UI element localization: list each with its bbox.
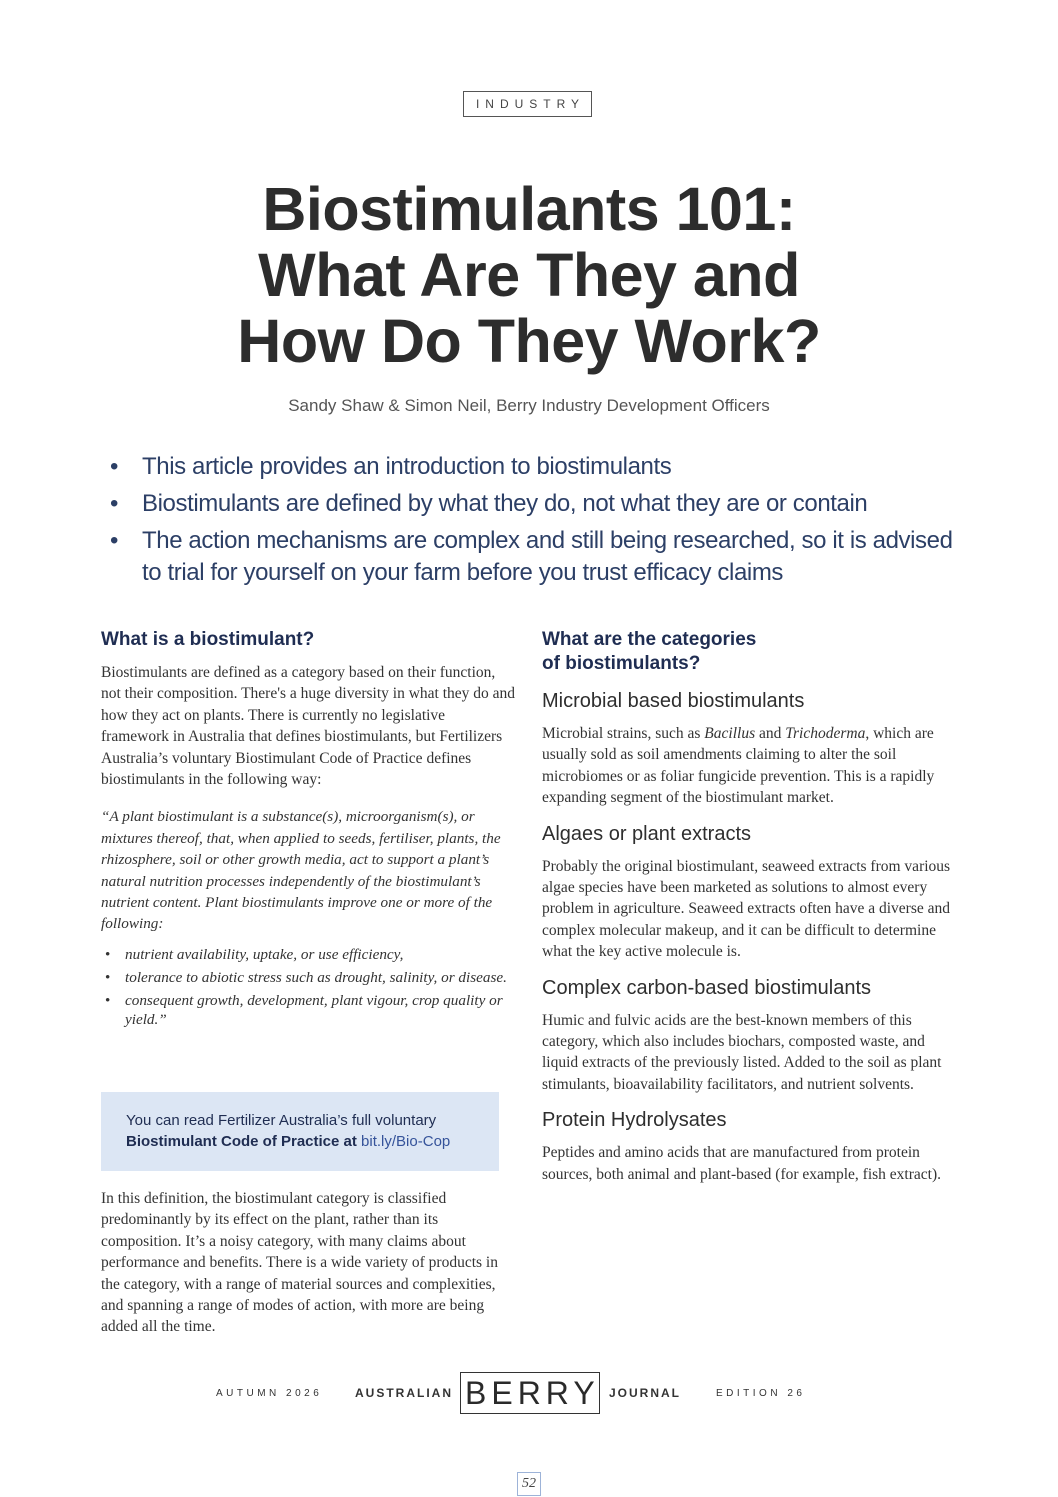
journal-logo-berry: BERRY bbox=[465, 1375, 600, 1411]
title-line-3: How Do They Work? bbox=[237, 307, 821, 375]
quote-list-item: • tolerance to abiotic stress such as drought, salinity, or disease. bbox=[105, 968, 507, 986]
bullet-icon: • bbox=[105, 991, 111, 1009]
right-heading: What are the categories of biostimulants? bbox=[542, 629, 757, 674]
highlights-list bbox=[106, 451, 976, 594]
byline: Sandy Shaw & Simon Neil, Berry Industry Development Officers bbox=[288, 396, 770, 415]
highlight-item: • Biostimulants are defined by what they do, not what they are or contain bbox=[106, 488, 976, 520]
left-closing-paragraph: In this definition, the biostimulant category is classified predominantly by its effect on the plant, rather than its composition. It’s a noisy category, with many claims about performance and benefits. There is a wide variety of products in the category, with a range of material sources and complexities, and spanning a range of modes of action, with more are being added all the time. bbox=[101, 1190, 498, 1336]
category-title-protein: Protein Hydrolysates bbox=[542, 1109, 727, 1132]
bullet-icon: • bbox=[110, 453, 119, 480]
quote-list-item: • consequent growth, development, plant vigour, crop quality or yield.” bbox=[105, 991, 503, 1028]
journal-logo bbox=[460, 1372, 600, 1414]
category-text-algae: Probably the original biostimulant, seaweed extracts from various algae species have been marketed as solutions to almost every problem in agriculture. Seaweed extracts often have a diverse and complex molecular makeup, and it can be difficult to determine what the key active molecule is. bbox=[542, 857, 951, 961]
category-title-algae: Algaes or plant extracts bbox=[542, 822, 751, 845]
section-tag: INDUSTRY bbox=[463, 91, 592, 117]
callout-line-2: Biostimulant Code of Practice at bit.ly/Bio-Cop bbox=[126, 1133, 451, 1150]
bullet-icon: • bbox=[110, 527, 119, 554]
footer-australian: AUSTRALIAN bbox=[355, 1386, 453, 1400]
quote-list bbox=[101, 945, 516, 1029]
bullet-icon: • bbox=[105, 968, 111, 986]
category-title-carbon: Complex carbon-based biostimulants bbox=[542, 976, 872, 999]
callout-text bbox=[126, 1110, 479, 1152]
quote-list-item: • nutrient availability, uptake, or use efficiency, bbox=[105, 945, 404, 963]
left-closing-block bbox=[101, 1188, 516, 1338]
article-title bbox=[0, 176, 1058, 374]
left-heading: What is a biostimulant? bbox=[101, 629, 315, 650]
right-column bbox=[542, 628, 962, 1185]
callout-line-1: You can read Fertilizer Australia’s full voluntary bbox=[126, 1112, 437, 1129]
title-line-1: Biostimulants 101: bbox=[262, 175, 796, 243]
category-text-microbial: Microbial strains, such as Bacillus and Trichoderma, which are usually sold as soil amendments claiming to alter the soil microbiomes or as foliar fungicide prevention. This is a rapidly expanding segment of the biostimulant market. bbox=[542, 725, 935, 807]
highlight-item: • The action mechanisms are complex and still being researched, so it is advised to trial for yourself on your farm before you trust efficacy claims bbox=[110, 527, 953, 586]
definition-quote: “A plant biostimulant is a substance(s), microorganism(s), or mixtures thereof, that, when applied to seeds, fertiliser, plants, the rhizosphere, soil or other growth media, act to support a plant’s natural nutrition processes independently of the biostimulant’s nutrient content. Plant biostimulants improve one or more of the following: bbox=[101, 808, 501, 933]
footer-edition: EDITION 26 bbox=[716, 1388, 806, 1399]
code-of-practice-link[interactable]: bit.ly/Bio-Cop bbox=[361, 1133, 451, 1150]
bullet-icon: • bbox=[105, 945, 111, 963]
callout-box bbox=[101, 1092, 499, 1171]
footer bbox=[0, 1370, 1058, 1416]
left-column bbox=[101, 628, 516, 1033]
footer-season: AUTUMN 2026 bbox=[216, 1388, 323, 1399]
category-text-protein: Peptides and amino acids that are manufactured from protein sources, both animal and plant-based (for example, fish extract). bbox=[542, 1144, 941, 1183]
left-intro: Biostimulants are defined as a category based on their function, not their composition. There's a huge diversity in what they do and how they act on plants. There is currently no legislative framework in Australia that defines biostimulants, but Fertilizers Australia’s voluntary Biostimulant Code of Practice defines biostimulants in the following way: bbox=[101, 664, 516, 789]
category-title-microbial: Microbial based biostimulants bbox=[542, 690, 805, 712]
footer-journal: JOURNAL bbox=[609, 1386, 682, 1400]
highlight-item: • This article provides an introduction to biostimulants bbox=[106, 451, 976, 483]
bullet-icon: • bbox=[110, 490, 119, 517]
title-line-2: What Are They and bbox=[258, 241, 800, 309]
page-number: 52 bbox=[517, 1472, 541, 1496]
category-text-carbon: Humic and fulvic acids are the best-known members of this category, which also includes biochars, composted waste, and liquid extracts of the previously listed. Added to the soil as plant stimulants, bioavailability facilitators, and nutrient solvents. bbox=[542, 1011, 942, 1093]
